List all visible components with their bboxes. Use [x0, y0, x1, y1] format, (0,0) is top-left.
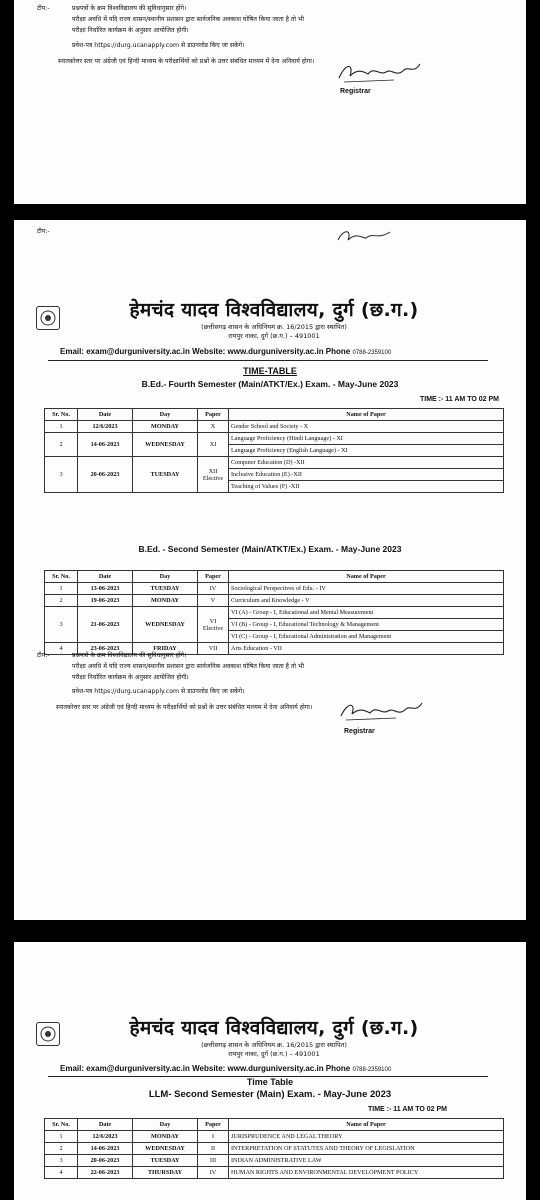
exam-time: TIME :- 11 AM TO 02 PM: [420, 396, 499, 403]
sr-no: 1: [45, 421, 78, 433]
column-header: Day: [133, 409, 198, 421]
exam-date: 20-06-2023: [78, 1155, 133, 1167]
establishment-act: (छत्तीसगढ़ शासन के अधिनियम क्र. 16/2015 द्वारा स्थापित): [201, 1041, 347, 1049]
exam-date: 14-06-2023: [78, 433, 133, 457]
document-page-2: [14, 220, 526, 920]
timetable-heading: Time Table: [246, 1077, 294, 1087]
note-line: प्रश्नपत्रों के क्रम विश्वविद्यालय की सुविधानुसार होंगे।: [72, 652, 187, 659]
column-header: Sr. No.: [45, 1119, 78, 1131]
exam-date: 13-06-2023: [78, 583, 133, 595]
column-header: Paper: [198, 1119, 229, 1131]
exam-day: TUESDAY: [133, 457, 198, 493]
university-name: हेमचंद यादव विश्वविद्यालय, दुर्ग (छ.ग.): [129, 1017, 419, 1039]
paper-code: IV: [198, 1167, 229, 1179]
paper-code: XI: [198, 433, 229, 457]
exam-day: FRIDAY: [133, 643, 198, 655]
email-website: Email: exam@durguniversity.ac.in Website: www.durguniversity.ac.in Phone: [60, 1064, 351, 1073]
note-line: प्रवेश-पत्र https://durg.ucanapply.com से डाउनलोड किए जा सकेंगे।: [72, 42, 245, 49]
sr-no: 3: [45, 1155, 78, 1167]
note-line: परीक्षा अवधि में यदि राज्य शासन/स्थानीय प्रशासन द्वारा सार्वजनिक अवकाश घोषित किया जाता है तो भी: [72, 663, 304, 670]
exam-date: 21-06-2023: [78, 607, 133, 643]
contact-line: [60, 347, 391, 356]
signature-image: [336, 698, 426, 726]
exam-day: THURSDAY: [133, 1167, 198, 1179]
note-line: स्नातकोत्तर स्तर पर अंग्रेजी एवं हिन्दी माध्यम के परीक्षार्थियों को प्रश्नों के उत्तर संबंधित माध्यम में देना अनिवार्य होगा।: [58, 58, 315, 65]
note-label: टीप:-: [37, 5, 50, 12]
timetable-heading: TIME-TABLE: [243, 366, 297, 376]
letterhead: [54, 296, 494, 340]
exam-title: B.Ed.- Fourth Semester (Main/ATKT/Ex.) Exam. - May-June 2023: [141, 379, 399, 389]
column-header: Paper: [198, 409, 229, 421]
paper-name: Teaching of Values (F) -XII: [229, 481, 504, 493]
column-header: Name of Paper: [229, 1119, 504, 1131]
note-line: परीक्षा निर्धारित कार्यक्रम के अनुसार आयोजित होगी।: [72, 27, 189, 34]
exam-date: 19-06-2023: [78, 595, 133, 607]
exam-title: LLM- Second Semester (Main) Exam. - May-June 2023: [148, 1089, 392, 1100]
paper-code: IV: [198, 583, 229, 595]
table-row: [45, 1167, 504, 1179]
paper-name: VI (A) - Group - I, Educational and Mental Measurement: [229, 607, 504, 619]
table-row: [45, 595, 504, 607]
exam-day: TUESDAY: [133, 583, 198, 595]
sr-no: 3: [45, 607, 78, 643]
exam-date: 23-06-2023: [78, 643, 133, 655]
column-header: Paper: [198, 571, 229, 583]
note-line: परीक्षा निर्धारित कार्यक्रम के अनुसार आयोजित होगी।: [72, 674, 189, 681]
sr-no: 2: [45, 595, 78, 607]
column-header: Name of Paper: [229, 409, 504, 421]
table-row: [45, 1143, 504, 1155]
paper-name: HUMAN RIGHTS AND ENVIRONMENTAL DEVELOPMENT POLICY: [229, 1167, 504, 1179]
paper-name: INTERPRETATION OF STATUTES AND THEORY OF LEGISLATION: [229, 1143, 504, 1155]
contact-line: [60, 1064, 391, 1073]
table-row: [45, 457, 504, 469]
exam-date: 12/6/2023: [78, 1131, 133, 1143]
column-header: Day: [133, 1119, 198, 1131]
address: रायपुर नाका, दुर्ग (छ.ग.) – 491001: [228, 332, 320, 340]
paper-code: V: [198, 595, 229, 607]
sr-no: 1: [45, 1131, 78, 1143]
sr-no: 3: [45, 457, 78, 493]
divider: [48, 360, 488, 361]
exam-day: MONDAY: [133, 421, 198, 433]
paper-code: VI Elective: [198, 607, 229, 643]
table-row: [45, 433, 504, 445]
exam-day: MONDAY: [133, 1131, 198, 1143]
timetable-table-3: [44, 1118, 504, 1179]
exam-title: B.Ed. - Second Semester (Main/ATKT/Ex.) Exam. - May-June 2023: [138, 544, 402, 554]
paper-name: JURISPRUDENCE AND LEGAL THEORY: [229, 1131, 504, 1143]
exam-date: 22-06-2023: [78, 1167, 133, 1179]
timetable-table-1: [44, 408, 504, 493]
sr-no: 2: [45, 433, 78, 457]
table-header-row: [45, 571, 504, 583]
phone-number: 0788-2359100: [352, 1067, 392, 1073]
paper-name: Inclusive Education (E) -XII: [229, 469, 504, 481]
signature-image: [334, 58, 424, 88]
exam-date: 12/6/2023: [78, 421, 133, 433]
paper-name: Arts Education - VII: [229, 643, 504, 655]
column-header: Sr. No.: [45, 571, 78, 583]
sr-no: 4: [45, 1167, 78, 1179]
email-website: Email: exam@durguniversity.ac.in Website: www.durguniversity.ac.in Phone: [60, 347, 351, 356]
note-line: स्नातकोत्तर स्तर पर अंग्रेजी एवं हिन्दी माध्यम के परीक्षार्थियों को प्रश्नों के उत्तर संबंधित माध्यम में देना अनिवार्य होगा।: [56, 704, 313, 711]
registrar-label: Registrar: [340, 88, 371, 95]
exam-date: 14-06-2023: [78, 1143, 133, 1155]
paper-name: Language Proficiency (Hindi Language) - XI: [229, 433, 504, 445]
exam-day: MONDAY: [133, 595, 198, 607]
paper-code: II: [198, 1143, 229, 1155]
letterhead: [54, 1014, 494, 1058]
document-page-1: [14, 0, 526, 204]
address: रायपुर नाका, दुर्ग (छ.ग.) – 491001: [228, 1050, 320, 1058]
column-header: Sr. No.: [45, 409, 78, 421]
column-header: Name of Paper: [229, 571, 504, 583]
exam-day: TUESDAY: [133, 1155, 198, 1167]
paper-name: Gender School and Society - X: [229, 421, 504, 433]
sr-no: 1: [45, 583, 78, 595]
table-row: [45, 607, 504, 619]
document-page-3: [14, 942, 526, 1200]
paper-code: X: [198, 421, 229, 433]
paper-name: Sociological Perspectives of Edu. - IV: [229, 583, 504, 595]
table-row: [45, 1155, 504, 1167]
table-row: [45, 583, 504, 595]
paper-name: Computer Education (D) -XII: [229, 457, 504, 469]
timetable-table-2: [44, 570, 504, 655]
paper-name: INDIAN ADMINISTRATIVE LAW: [229, 1155, 504, 1167]
paper-code: I: [198, 1131, 229, 1143]
table-header-row: [45, 409, 504, 421]
sr-no: 4: [45, 643, 78, 655]
table-row: [45, 421, 504, 433]
paper-name: VI (C) - Group - I, Educational Administration and Management: [229, 631, 504, 643]
column-header: Date: [78, 409, 133, 421]
note-line: प्रश्नपत्रों के क्रम विश्वविद्यालय की सुविधानुसार होंगे।: [72, 5, 187, 12]
table-row: [45, 1131, 504, 1143]
paper-name: VI (B) - Group - I, Educational Technology & Management: [229, 619, 504, 631]
column-header: Date: [78, 1119, 133, 1131]
note-line: परीक्षा अवधि में यदि राज्य शासन/स्थानीय प्रशासन द्वारा सार्वजनिक अवकाश घोषित किया जाता है तो भी: [72, 16, 304, 23]
sr-no: 2: [45, 1143, 78, 1155]
note-line: प्रवेश-पत्र https://durg.ucanapply.com से डाउनलोड किए जा सकेंगे।: [72, 688, 245, 695]
paper-name: Curriculum and Knowledge - V: [229, 595, 504, 607]
paper-code: VII: [198, 643, 229, 655]
exam-day: WEDNESDAY: [133, 1143, 198, 1155]
note-label: टीप:-: [37, 228, 50, 235]
paper-name: Language Proficiency (English Language) - XI: [229, 445, 504, 457]
column-header: Date: [78, 571, 133, 583]
registrar-label: Registrar: [344, 728, 375, 735]
establishment-act: (छत्तीसगढ़ शासन के अधिनियम क्र. 16/2015 द्वारा स्थापित): [201, 323, 347, 331]
university-name: हेमचंद यादव विश्वविद्यालय, दुर्ग (छ.ग.): [129, 299, 419, 321]
exam-time: TIME :- 11 AM TO 02 PM: [368, 1106, 447, 1113]
paper-code: XII Elective: [198, 457, 229, 493]
phone-number: 0788-2359100: [352, 350, 392, 356]
exam-day: WEDNESDAY: [133, 433, 198, 457]
signature-image: [334, 226, 394, 246]
note-label: टीप:-: [37, 652, 50, 659]
table-header-row: [45, 1119, 504, 1131]
paper-code: III: [198, 1155, 229, 1167]
exam-day: WEDNESDAY: [133, 607, 198, 643]
column-header: Day: [133, 571, 198, 583]
exam-date: 20-06-2023: [78, 457, 133, 493]
